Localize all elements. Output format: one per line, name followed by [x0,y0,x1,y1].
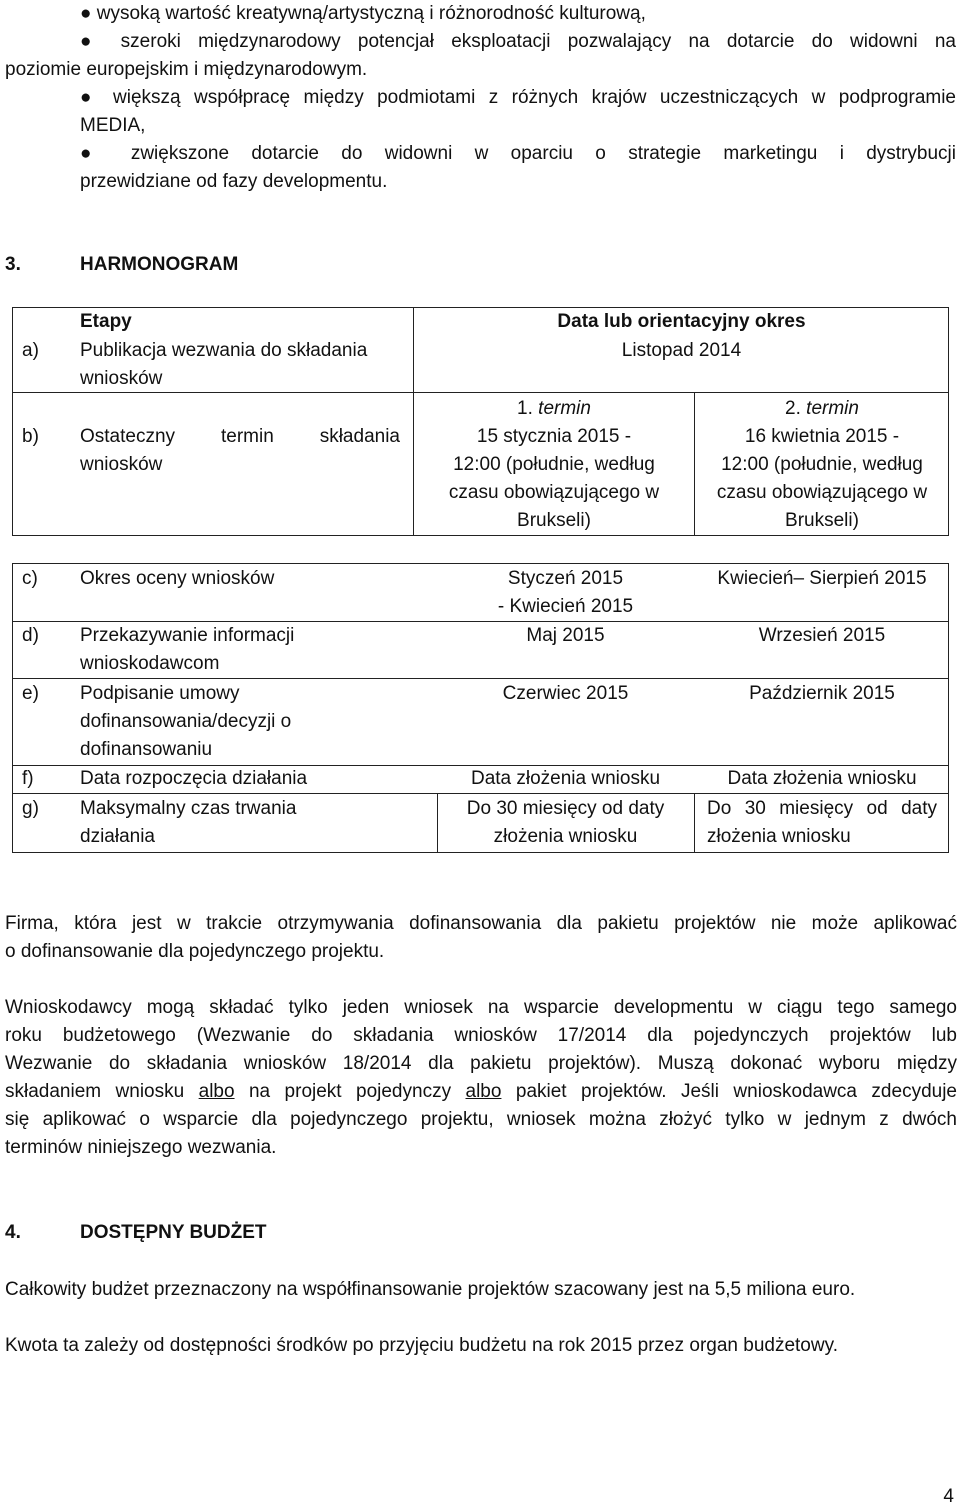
list-item-continuation: przewidziane od fazy developmentu. [80,171,388,192]
paragraph [5,910,957,966]
stage-text: wnioskodawcom [80,653,220,674]
row-letter: e) [22,683,39,704]
stage-text: Okres oceny wniosków [80,568,275,589]
stage-text: dofinansowaniu [80,739,213,760]
date-text: Do 30 miesięcy od daty [707,798,937,819]
paragraph: Całkowity budżet przeznaczony na współfinansowanie projektów szacowany jest na 5,5 miliona euro. [5,1279,856,1300]
date-text: złożenia wniosku [493,826,638,847]
underlined-word: albo [198,1081,235,1102]
deadline-2-text: 16 kwietnia 2015 - [744,426,900,447]
date-text: Maj 2015 [526,625,605,646]
deadline-2-text: czasu obowiązującego w [716,482,928,503]
stage-text: Data rozpoczęcia działania [80,768,308,789]
paragraph: Kwota ta zależy od dostępności środków po przyjęciu budżetu na rok 2015 przez organ budżetowy. [5,1335,838,1356]
list-item-continuation: MEDIA, [80,115,146,136]
table-header-date: Data lub orientacyjny okres [557,311,806,332]
row-letter: d) [22,625,39,646]
date-text: Data złożenia wniosku [727,768,917,789]
paragraph-line: o dofinansowanie dla pojedynczego projektu. [5,941,385,962]
row-divider [12,793,949,794]
deadline-2-text: 12:00 (południe, według [721,454,923,475]
paragraph-line: roku budżetowego (Wezwanie do składania wniosków 17/2014 dla pojedynczych projektów lub [5,1025,957,1046]
list-item: ● szeroki międzynarodowy potencjał eksploatacji pozwalający na dotarcie do widowni na [80,31,956,52]
date-text: Data złożenia wniosku [470,768,661,789]
row-divider [12,678,949,679]
paragraph-line [5,1078,957,1106]
paragraph [5,994,957,1162]
paragraph-line: Firma, która jest w trakcie otrzymywania dofinansowania dla pakietu projektów nie może aplikować [5,913,957,934]
stage-text: wniosków [80,454,163,475]
stage-text: Maksymalny czas trwania [80,798,297,819]
underlined-word: albo [465,1081,502,1102]
paragraph-line: się aplikować o wsparcie dla pojedynczego projektu, wniosek można złożyć tylko w jednym z dwóch [5,1109,957,1130]
stage-text: dofinansowania/decyzji o [80,711,292,732]
stage-text: Przekazywanie informacji [80,625,295,646]
row-letter: g) [22,798,39,819]
paragraph-line: terminów niniejszego wezwania. [5,1137,277,1158]
date-text: złożenia wniosku [707,826,851,847]
date-text: Październik 2015 [749,683,895,704]
stage-text: działania [80,826,155,847]
deadline-1-text: 15 stycznia 2015 - [476,426,632,447]
section-title: DOSTĘPNY BUDŻET [80,1222,267,1243]
paragraph-line: Wnioskodawcy mogą składać tylko jeden wniosek na wsparcie developmentu w ciągu tego samego [5,997,957,1018]
date-text: - Kwiecień 2015 [497,596,634,617]
section-title: HARMONOGRAM [80,254,239,275]
date-text: Wrzesień 2015 [758,625,886,646]
row-letter: f) [22,768,34,789]
date-text: Kwiecień– Sierpień 2015 [717,568,927,589]
deadline-1-label: 1. termin [517,398,591,419]
list-item: ● wysoką wartość kreatywną/artystyczną i różnorodność kulturową, [80,3,646,24]
deadline-2-label: 2. termin [785,398,859,419]
deadline-1-text: Brukseli) [517,510,591,531]
page-number: 4 [943,1486,954,1507]
section-number: 4. [5,1222,21,1243]
list-item: ● większą współpracę między podmiotami z różnych krajów uczestniczących w podprogramie [80,87,956,108]
list-item: ● zwiększone dotarcie do widowni w oparciu o strategie marketingu i dystrybucji [80,143,956,164]
text-run: składaniem wniosku [5,1081,199,1102]
text-run: pakiet projektów. Jeśli wnioskodawca zdecyduje [501,1081,957,1102]
stage-text: Publikacja wezwania do składania [80,340,368,361]
stage-text: Podpisanie umowy [80,683,240,704]
deadline-1-text: 12:00 (południe, według [453,454,655,475]
deadline-2-text: Brukseli) [785,510,859,531]
column-divider [694,793,695,853]
deadline-1-text: czasu obowiązującego w [448,482,660,503]
stage-text: wniosków [80,368,163,389]
section-number: 3. [5,254,21,275]
date-text: Czerwiec 2015 [502,683,629,704]
date-text: Listopad 2014 [621,340,742,361]
text-run: na projekt pojedynczy [234,1081,466,1102]
date-text: Do 30 miesięcy od daty [466,798,665,819]
row-letter: c) [22,568,38,589]
date-text: Styczeń 2015 [507,568,624,589]
row-letter: a) [22,340,39,361]
table-header-stage: Etapy [80,311,132,332]
paragraph-line: Wezwanie do składania wniosków 18/2014 dla pakietu projektów). Muszą dokonać wyboru między [5,1053,957,1074]
stage-text: Ostateczny termin składania [80,426,400,447]
row-letter: b) [22,426,39,447]
list-item-continuation: poziomie europejskim i międzynarodowym. [5,59,368,80]
